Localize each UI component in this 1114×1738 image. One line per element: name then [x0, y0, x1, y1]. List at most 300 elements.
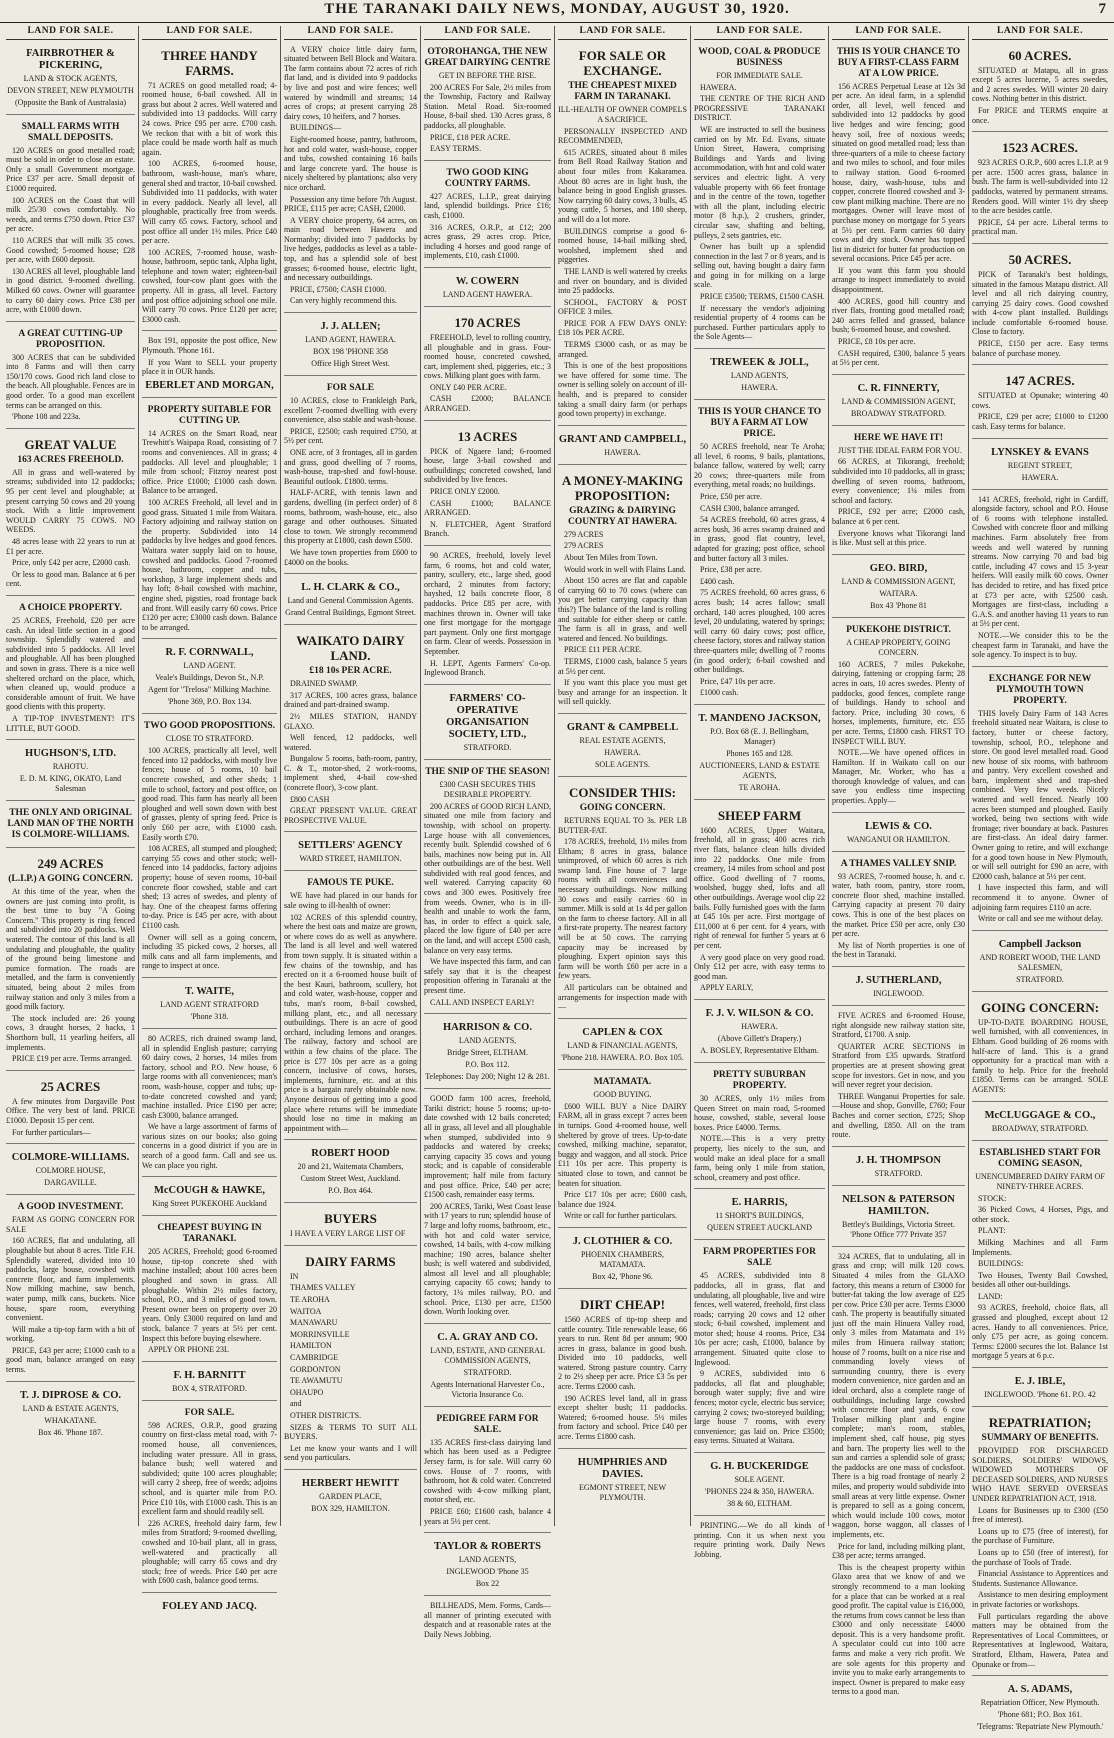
advertisement — [6, 743, 135, 801]
ad-body — [558, 816, 687, 1012]
agent-name: C. A. GRAY AND CO. — [437, 1331, 538, 1343]
ad-paragraph: GORDONTON — [290, 1364, 341, 1374]
ad-heading: PRETTY SUBURBAN PROPERTY. — [713, 1069, 806, 1091]
advertisement — [832, 429, 965, 555]
agent-address-line: P.O. Box 112. — [465, 1060, 510, 1070]
ad-paragraph: BILLHEADS, Mem. Forms, Cards—all manner of printing executed with despatch and at reasonable rates at the Daily News Jobbing. — [424, 1601, 551, 1639]
agent-address-line: 'Phone 218. HAWERA. P.O. Box 105. — [561, 1052, 684, 1062]
ad-paragraph: 598 ACRES, O.R.P., good grazing country on first-class metal road, with 7-roomed house, all conveniences, including water pressure. All in grass, balance bush; well watered and subdivided; quite 100 acres ploughable; will carry 2 sheep, free of weeds; adjoins school, and is quarter mile from P.O. Price £10 10s, with £1000 cash. This is an excellent farm and should readily sell. — [142, 1420, 277, 1517]
agent-address-line: Repatriation Officer, New Plymouth. — [980, 1698, 1100, 1708]
ad-paragraph: £600 WILL BUY a Nice DAIRY FARM, all in grass except 7 acres been in turnips. Good 4-roomed house, well sheltered by grove of trees. Up-to-date cowshed, milking machine, separator, buggy and waggon, and all stock. Price £11 10s per acre. This property is situated close to town, and cannot be beaten for situation. — [558, 1101, 687, 1188]
ad-paragraph: Price £17 10s per acre; £600 cash, balance due 1924. — [558, 1190, 687, 1209]
ad-headline: THREE HANDY FARMS. — [161, 47, 258, 78]
ad-heading: (L.I.P.) A GOING CONCERN. — [8, 874, 133, 885]
ad-headline: CONSIDER THIS: — [568, 784, 677, 800]
ad-paragraph: Box 191, opposite the post office, New Plymouth. 'Phone 161. — [142, 336, 277, 356]
ad-paragraph: 400 ACRES, good hill country and river flats, fronting good metalled road; 240 acres felled and grassed, balance bush; 6-roomed house, and cowshed. — [832, 296, 965, 335]
ad-paragraph: Price, £38 per acre. — [700, 565, 762, 575]
ad-paragraph: TERMS £3000 cash, or as may be arranged. — [558, 340, 687, 359]
agent-name: HERBERT HEWITT — [301, 1477, 400, 1489]
page-number: 7 — [1098, 1, 1106, 17]
agent-name: McCLUGGAGE & CO., — [984, 1109, 1096, 1121]
agent-address-line: Agents International Harvester Co., Victoria Insurance Co. — [430, 1379, 545, 1399]
ad-body — [558, 127, 687, 419]
advertisement — [832, 970, 965, 1006]
column-4 — [421, 26, 555, 1639]
advertisement — [6, 1074, 135, 1144]
ad-paragraph: 14 ACRES on the Smart Road, near Trewhitt's Waipapa Road, consisting of 7 rooms and conveniences. All in grass; 4 paddocks. All level and ploughable; 1 mile from school; Fitzroy nearest post office. Price £1000; £1000 cash down. Balance to be arranged. — [142, 428, 277, 496]
ad-paragraph: A TIP-TOP INVESTMENT! IT'S LITTLE, BUT GOOD. — [6, 713, 135, 733]
ad-body — [694, 1271, 825, 1446]
column-header: LAND FOR SALE. — [142, 26, 277, 40]
column-header: LAND FOR SALE. — [832, 26, 965, 40]
agent-address-line: DARGAVILLE. — [44, 1178, 97, 1188]
agent-address-line: HAWERA. — [1021, 472, 1059, 482]
ad-paragraph: PRICE £3500; TERMS, £1500 CASH. — [700, 292, 825, 302]
ad-subheading: GOOD BUYING. — [593, 1089, 652, 1099]
ad-paragraph: SITUATED at Opunake; wintering 40 cows. — [972, 391, 1108, 410]
agent-address-line: HAWERA. — [741, 1021, 778, 1031]
ad-paragraph: We have a large assortment of farms of various sizes on our books; also going concerns in a good district if you are in search of a good farm. Call and see us. We can place you right. — [142, 1122, 277, 1170]
ad-paragraph: DRAINED SWAMP. — [290, 679, 358, 689]
advertisement — [694, 803, 825, 1000]
agent-address-line: LAND & FINANCIAL AGENTS, — [567, 1040, 678, 1050]
ad-headline: 147 ACRES. — [1005, 373, 1075, 389]
column-header: LAND FOR SALE. — [424, 26, 551, 40]
ad-paragraph: OTHER DISTRICTS. — [290, 1411, 362, 1420]
agent-address-line: SOLE AGENT. — [734, 1475, 785, 1484]
ad-paragraph: My list of North properties is one of the best in Taranaki. — [832, 940, 965, 960]
agent-name: TREWEEK & JOLL, — [710, 357, 809, 369]
agent-address-line: STRATFORD. — [463, 742, 512, 752]
agent-address-line: BOX 4, STRATFORD. — [172, 1383, 247, 1393]
ad-headline: FOR SALE OR EXCHANGE. — [578, 47, 667, 78]
agent-address-line: TE AROHA. — [738, 782, 781, 792]
ad-heading: TWO GOOD PROPOSITIONS. — [143, 721, 276, 732]
ad-paragraph: Would work in well with Flains Land. — [564, 564, 686, 574]
agent-address-line: LAND AGENT STRATFORD — [160, 999, 259, 1009]
ad-paragraph: APPLY OR PHONE 23L — [148, 1345, 229, 1355]
advertisement — [558, 1231, 687, 1289]
ad-heading: MATAMATA. — [593, 1076, 652, 1087]
agent-name: HARRISON & CO. — [443, 1022, 532, 1034]
ad-paragraph: GREAT PRESENT VALUE. GREAT PROSPECTIVE VALUE. — [284, 806, 417, 825]
advertisement — [284, 874, 417, 1140]
advertisement — [832, 855, 965, 967]
ad-body — [424, 447, 551, 539]
ad-headline: 170 ACRES — [454, 314, 521, 330]
agent-address-line: QUEEN STREET AUCKLAND — [707, 1223, 812, 1233]
ad-paragraph: PRICE, £8 10s per acre. — [838, 337, 916, 347]
agent-name: R. F. CORNWALL, — [165, 647, 254, 659]
ad-paragraph: 10 ACRES, close to Frankleigh Park, excellent 7-roomed dwelling with every convenience, also stable and wash-house. — [284, 396, 417, 425]
ad-headline: 1523 ACRES. — [1002, 140, 1078, 156]
ad-paragraph: If you Want to SELL your property place it in OUR hands. — [142, 357, 277, 377]
ad-heading: A GOOD INVESTMENT. — [17, 1202, 124, 1213]
agent-address-line: 'Phone 318. — [190, 1011, 229, 1021]
agent-name: CAPLEN & COX — [582, 1026, 663, 1038]
ad-heading: HERE WE HAVE IT! — [853, 432, 944, 443]
advertisement — [694, 43, 825, 349]
ad-paragraph: GOOD farm 100 acres, freehold, Tariki district; house 5 rooms; up-to-date cowshed with 12 bails concreted; all in grass, all level and all ploughable when stumped, subdivided into 9 paddocks and watered by creeks; carrying capacity 35 cows and young stock; and is capable of considerable improvement; half mile from factory and post office. Price, £40 per acre; £1500 cash, remainder easy terms. — [424, 1094, 551, 1200]
ad-paragraph: The stock included are: 26 young cows, 3 draught horses, 2 hacks, 1 Shorthorn bull, 11 yearling heifers, all implements. — [6, 1013, 135, 1052]
ad-paragraph: 279 ACRES — [564, 529, 604, 539]
ad-heading: ESTABLISHED START FOR COMING SEASON, — [979, 1147, 1101, 1169]
advertisement — [284, 43, 417, 313]
agent-name: W. COWERN — [455, 275, 520, 287]
advertisement — [6, 325, 135, 429]
ad-paragraph: FARM AS GOING CONCERN FOR SALE — [6, 1215, 135, 1234]
advertisement — [558, 43, 687, 426]
ad-paragraph: 141 ACRES, freehold, right in Cardiff, alongside factory, school and P.O. House of 6 rooms with telephone installed. Cowshed with concrete floor and milking machines. Farm absolutely free from weeds and well watered by running streams. Now carrying 70 and bad big cattle, including 47 cows and 15 3-year heifers. Will easily milk 60 cows. Owner has decided to retire, and has fixed price at £73 per acre, with £2500 cash. Mortgages are first-class, including a G.A.S. and another having 11 years to run at 5½ per cent. — [972, 494, 1108, 629]
ad-subheading: FOR IMMEDIATE SALE. — [716, 70, 803, 80]
agent-address-line: EGMONT STREET, NEW PLYMOUTH. — [578, 1482, 667, 1502]
ad-paragraph: We have inspected this farm, and can safely say that it is the cheapest proposition offering in Taranaki at the present time. — [424, 957, 551, 995]
ad-subheading: ILL-HEALTH OF OWNER COMPELS A SACRIFICE. — [558, 104, 687, 124]
ad-paragraph: HAWERA. — [700, 82, 737, 92]
ad-body — [284, 679, 417, 825]
agent-name: E. J. IBLE, — [1014, 1376, 1066, 1388]
ad-paragraph: 324 ACRES, flat to undulating, all in grass and crop; will milk 120 cows. Situated 4 miles from the GLAXO factory, this means a return of £3000 for butter-fat taking the low average of £25 per cow. Price £30 per acre. Terms £3000 cash. The property is beautifully situated just off the main Hinuera Valley road, only 3 miles from Matamata and 1½ miles from Hinuera railway station; house of 7 rooms, built on a nice rise and commanding lovely views of surrounding country, there is every modern convenience, nice garden and an ideal orchard, also a complete range of outbuildings, including large cowshed with concrete floor and yards, 6 cow Trolaser milking plant and engine complete; man's room, stables, implement shed, calf house, pig styes and barn. The property lies well to the sun and carries a splendid sole of grass; the paddocks are one mass of cocksfoot. There is a big road frontage of nearly 2 miles, and property would subdivide into small areas at very little expense. Owner is prepared to sell as a going concern, which would include 100 cows, motor waggon, horse waggon, all classes of implements, etc. — [832, 1251, 965, 1539]
agent-address-line: WARD STREET, HAMILTON. — [299, 854, 402, 864]
ad-paragraph: Price, £50 per acre. — [700, 492, 762, 501]
advertisement — [972, 1144, 1108, 1369]
advertisement — [6, 1198, 135, 1382]
classified-columns — [3, 26, 1111, 1732]
advertisement — [694, 1066, 825, 1189]
advertisement — [424, 688, 551, 760]
ad-paragraph: Loans up to £75 (free of interest), for the purchase of Furniture. — [972, 1526, 1108, 1546]
agent-address-line: INGLEWOOD 'Phone 35 — [446, 1567, 529, 1577]
advertisement — [142, 1596, 277, 1618]
advertisement — [284, 628, 417, 832]
ad-paragraph: I HAVE A VERY LARGE LIST OF — [290, 1229, 406, 1239]
agent-address-line: STRATFORD. — [463, 1367, 512, 1377]
agent-address-line: 'Phone 369, P.O. Box 134. — [167, 697, 252, 707]
ad-heading: TWO GOOD KING COUNTRY FARMS. — [444, 167, 531, 189]
advertisement — [142, 43, 277, 332]
ad-heading: PUKEKOHE DISTRICT. — [846, 624, 951, 635]
ad-paragraph: MORRINSVILLE — [290, 1329, 350, 1339]
column-header: LAND FOR SALE. — [694, 26, 825, 40]
advertisement — [832, 816, 965, 852]
ad-paragraph: Well fenced, 12 paddocks, well watered. — [284, 733, 417, 752]
ad-paragraph: 75 ACRES freehold, 60 acres grass, 6 acres bush; 14 acres fallow; small orchard, 140 acres ploughed, 100 acres level, 20 undulating, watered by springs; will carry 60 dairy cows; post office, cheese factory, stores and railway station three-quarters mile; dwelling of 7 rooms (in good order); 6-bail cowshed and other buildings. — [694, 588, 825, 675]
ad-headline: 249 ACRES — [37, 856, 104, 872]
ad-paragraph: 100 ACRES on the Coast that will milk 25/30 cows comfortably. No weeds, and terms £750 down. Price £37 per acre. — [6, 195, 135, 234]
advertisement — [832, 1250, 965, 1703]
ad-paragraph: SITUATED at Matapu, all in grass except 5 acres lucerne, 5 acres swedes, and 2 acres swedes. Will winter 20 dairy cows. Nothing better in this district. — [972, 65, 1108, 104]
ad-paragraph: N. FLETCHER, Agent Stratford Branch. — [424, 519, 551, 539]
agent-name: NELSON & PATERSON HAMILTON. — [842, 1193, 955, 1217]
ad-paragraph: PRICE ONLY £2000. — [430, 487, 500, 497]
agent-address-line: LAND & COMMISSION AGENT, — [841, 396, 956, 406]
advertisement — [558, 429, 687, 465]
newspaper-title: THE TARANAKI DAILY NEWS, MONDAY, AUGUST 30, 1920. — [324, 1, 790, 17]
masthead — [0, 0, 1114, 23]
agent-name: J. J. ALLEN; — [320, 321, 381, 333]
ad-paragraph: and — [290, 1399, 302, 1409]
ad-paragraph: 2½ MILES STATION, HANDY GLAXO. — [284, 711, 417, 731]
agent-address-line: INGLEWOOD. — [873, 989, 924, 998]
ad-headline: GREAT VALUE — [24, 436, 117, 452]
ad-headline: 60 ACRES. — [1008, 47, 1072, 63]
ad-body — [6, 353, 135, 422]
ad-paragraph: At this time of the year, when the owners are just coming into profit, is the best time to buy "A Going Concern." This property is ring fenced and subdivided into 20 paddocks. Well watered. The contour of this land is all undulating and ploughable, the quality of the ground being limestone and pumice formation. The roads are metalled, and the farm is conveniently situated, being about 2 miles from railway station and only 3 miles from a good milk factory. — [6, 887, 135, 1012]
ad-paragraph: 190 ACRES level land, all in grass except shelter bush; 11 paddocks. Watered; 6-roomed house. 5½ miles from factory and school. Price £40 per acre. Terms £1800 cash. — [558, 1393, 687, 1442]
ad-heading: GOING CONCERN. — [579, 802, 666, 813]
ad-paragraph: NOTE.—We have opened offices in Hamilton. If in Waikato call on our Manager, Mr. Worker, who has a thorough knowledge of values, and can save you endless time inspecting properties. Apply— — [832, 748, 965, 806]
ad-paragraph: 50 ACRES freehold, near Te Aroha; all level, 6 rooms, 9 bails, plantations, balance fallow, watered by well; carry 20 cows; three-quarters mile from everything, metal roads; no buildings. — [694, 442, 825, 490]
ad-headline: SHEEP FARM — [717, 807, 802, 823]
ad-paragraph: About Ten Miles from Town. — [564, 553, 658, 562]
agent-address-line: BROADWAY, STRATFORD. — [991, 1123, 1089, 1133]
advertisement — [972, 670, 1108, 931]
ad-paragraph: Will make a tip-top farm with a bit of working. — [6, 1324, 135, 1344]
ad-paragraph: PRICE, £150 per acre. Easy terms balance of purchase money. — [972, 339, 1108, 358]
ad-body — [284, 891, 417, 1133]
advertisement — [142, 334, 277, 397]
ad-body — [558, 1315, 687, 1442]
agent-address-line: HAWERA. — [741, 383, 778, 393]
ad-paragraph: PRICE £60; £1600 cash, balance 4 years at 5½ per cent. — [424, 1507, 551, 1526]
ad-body — [6, 146, 135, 315]
ad-paragraph: 93 ACRES, freehold, choice flats, all grassed and ploughed, except about 12 acres. Handy to all conveniences. Price, only £75 per acre, as going concern. Terms: £2000 secures the lot. Balance 1st mortgage 5 years at 6 p.c. — [972, 1303, 1108, 1361]
agent-name: TAYLOR & ROBERTS — [434, 1541, 541, 1553]
ad-body — [284, 45, 417, 306]
ad-paragraph: TE AWAMUTU — [290, 1376, 343, 1386]
ad-paragraph: 1600 ACRES, Upper Waitara, freehold, all in grass; 400 acres rich river flats, balance clean hills divided into 22 paddocks. One mile from creamery, 14 miles from school and post office. Good dwelling of 7 rooms, woolshed, buggy shed, lofts and all other outbuildings. Average wool clip 22 bails. Fully furnished goes with the farm at £45 10s per acre. First mortgage of £11,000 at 6 per cent. for 4 years, with right of renewal for further 5 years at 6 per cent. — [694, 825, 825, 950]
ad-heading: EXCHANGE FOR NEW PLYMOUTH TOWN PROPERTY. — [988, 673, 1092, 706]
agent-name: A. S. ADAMS, — [1007, 1684, 1073, 1696]
agent-title: RAHOTU. — [52, 762, 89, 772]
ad-paragraph: 'Phone 108 and 223a. — [12, 412, 81, 422]
ad-headline: A MONEY-MAKING PROPOSITION: — [561, 472, 684, 503]
agent-address-line: AND ROBERT WOOD, THE LAND SALESMEN, — [979, 952, 1101, 972]
ad-paragraph: 200 ACRES For Sale, 2½ miles from the Township, Factory and Railway Station. Metal Road. Six-roomed House, 8-bail shed. 130 Acres grass, 8 paddocks, all ploughable. — [424, 82, 551, 130]
ad-paragraph: PICK of Ngaere land; 6-roomed house, large 3-bail cowshed and outbuildings; concreted cowshed, land subdivided by live fences. — [424, 446, 551, 485]
agent-name: FAIRBROTHER & PICKERING, — [26, 47, 115, 71]
column-8 — [969, 26, 1111, 1732]
ad-paragraph: 200 ACRES, Tariki, West Coast lease with 17 years to run; splendid house of 7 large and lofty rooms, bathroom, etc., with hot and cold water service, cowshed, 14 bails, with 4-cow milking machine; 190 acres, balance shelter bush; is well watered and subdivided, almost all level and all ploughable; carrying capacity 65 cows; handy to factory, 1¼ miles railway, P.O. and school. Price, £130 per acre, £1500 down. Worth looking over. — [424, 1201, 551, 1317]
advertisement — [832, 1189, 965, 1247]
advertisement — [694, 1519, 825, 1565]
agent-address-line: STRATFORD. — [874, 1168, 923, 1178]
ad-paragraph: Eight-roomed house, pantry, bathroom, hot and cold water, wash-house, copper and tubs, cowshed containing 16 bails and large concrete yard. The house is nicely sheltered by plantations; also very nice orchard. — [284, 134, 417, 192]
ad-paragraph: About 150 acres are flat and capable of carrying 60 to 70 cows (where can you get better carrying capacity than this?) The balance of the land is rolling and suitable for either sheep or cattle. The farm is all in grass, and well watered and fenced. No buildings. — [558, 576, 687, 643]
ad-paragraph: 71 ACRES on good metalled road; 4-roomed house, 6-bail cowshed. All in grass but about 2 acres. Well watered and subdivided into 13 paddocks. Will carry 24 cows. Price £95 per acre. £700 cash. We reckon that with a bit of work this place could be made worth half as much again. — [142, 80, 277, 157]
ad-paragraph: PRICE, £7500; CASH £1000. — [290, 284, 387, 294]
ad-paragraph: 54 ACRES freehold, 60 acres grass, 4 acres bush, 36 acres swamp drained and in grass, good flat country, level, adapted for grazing; post office, school and butter factory all 3 miles. — [694, 515, 825, 563]
agent-address-line: P.O. Box 464. — [328, 1186, 373, 1196]
ad-subheading: UNENCUMBERED DAIRY FARM OF NINETY-THREE ACRES. — [975, 1171, 1105, 1191]
ad-body — [972, 495, 1108, 660]
agent-address-line: HAWERA. — [604, 747, 641, 757]
ad-paragraph: UP-TO-DATE BOARDING HOUSE, well furnished, with all conveniences, in Eltham. Good building of 26 rooms with half-acre of land. This is a grand opportunity for a practical man with a family to help. Price for the freehold £1850. Terms can be arranged. SOLE AGENTS: — [972, 1017, 1108, 1094]
advertisement — [284, 1249, 417, 1470]
ad-paragraph: 178 ACRES, freehold, 1½ miles from Eltham; 8 acres in grass, balance unimproved, of which 60 acres is rich swamp land. Fine house of 7 large rooms with all conveniences and necessary outbuildings. Now milking 30 cows and easily carries 60 in summer. Milk is sold at 1s 4d per gallon on the farm to cheese factory. All in all a first-rate property. The nearest factory will be at 50 cows. The carrying capacity may be increased by ploughing. Expert opinion says this farm will be worth £60 per acre in a few years. — [558, 837, 687, 981]
advertisement — [972, 442, 1108, 490]
advertisement — [142, 981, 277, 1029]
ad-paragraph: 80 ACRES, rich drained swamp land, all in splendid English pasture; carrying 60 dairy cows, 2 horses, 14 miles from factory, school and P.O. New house, 6 large rooms with all conveniences; man's room, wash-house, copper and tubs; up-to-date concreted cowshed and yard; machine installed. Price £190 per acre; cash £3000, balance arranged. — [142, 1033, 277, 1120]
ad-headline: WAIKATO DAIRY LAND. — [296, 633, 405, 664]
ad-paragraph: THIS lovely Dairy Farm of 143 Acres freehold situated near Waitara, is close to factory, butter or cheese factory, township, school, P.O., telephone and store. On good level metalled road. Good new house of six rooms, with bathroom and pantry. Very excellent cowshed and barn, implement shed and trap-shed combined. Very few weeds. Nicely watered and well fenced. Nearly 100 acres been stumped and ploughed. Easily worked, being two sections with wide frontage; river boundary at back. Pastures are first-class. An ideal dairy farmer. Owner going to retire, and will exchange for a good town house in New Plymouth, or will sell outright for £90 an acre, with £2000 cash, balance at 5½ per cent. — [972, 708, 1108, 881]
ad-body — [284, 396, 417, 567]
agent-address-line: AUCTIONEERS, LAND & ESTATE AGENTS, — [699, 760, 820, 780]
ad-paragraph: 30 ACRES, only 1½ miles from Queen Street on main road, 5-roomed house, cowshed, stable, several loose boxes. Price £4000. Terms. — [694, 1093, 825, 1132]
agent-name: Campbell Jackson — [998, 938, 1082, 950]
agent-name: F. H. BARNITT — [173, 1369, 246, 1381]
agent-address-line: STRATFORD. — [1016, 974, 1064, 984]
advertisement — [284, 1206, 417, 1246]
ad-headline: BUYERS — [324, 1211, 377, 1227]
ad-paragraph: EASY TERMS. — [430, 144, 482, 154]
advertisement — [424, 1327, 551, 1407]
ad-paragraph: PROVIDED FOR DISCHARGED SOLDIERS, SOLDIERS' WIDOWS, WIDOWED MOTHERS OF DECEASED SOLDIERS, AND NURSES WHO HAVE SERVED OVERSEAS UNDER REPATRIATION ACT, 1918. — [972, 1446, 1108, 1503]
ad-paragraph: THE LAND is well watered by creeks and river on boundary, and is divided into 25 paddocks. — [558, 266, 687, 296]
ad-paragraph: LAND: — [978, 1291, 1003, 1301]
ad-paragraph: 160 ACRES, flat and undulating, all ploughable but about 8 acres. Title F.H. Splendidly watered, divided into 10 paddocks, large house, cowshed with concrete floor, and farm implements. Now milking machine, saw bench, water pump, milk cans, buckets. Nice house, spare room, everything convenient. — [6, 1236, 135, 1323]
ad-paragraph: 9 ACRES, subdivided into 6 paddocks, all flat and ploughable; borough water supply; five and wire fences; motor cycle, electric bus service; carrying 2 cows; two-storeyed building; large house 7 rooms, with every convenience; gas laid on. Price £3500; easy terms. Situated at Waitara. — [694, 1369, 825, 1446]
advertisement — [424, 1092, 551, 1324]
ad-body — [832, 446, 965, 548]
ad-headline: DAIRY FARMS — [305, 1253, 396, 1269]
agent-address-line: REGENT STREET, — [1007, 460, 1073, 470]
ad-body — [694, 826, 825, 993]
column-7 — [829, 26, 969, 1697]
ad-paragraph: 48 acres lease with 22 years to run at £1 per acre. — [6, 537, 135, 556]
ad-paragraph: This is one of the best propositions we have offered for some time. The owner is selling solely on account of ill-health, and is prepared to consider taking a small dairy farm (or perhaps good town property) in exchange. — [558, 361, 687, 419]
agent-address-line: Office High Street West. — [311, 359, 390, 369]
ad-body — [284, 1229, 417, 1239]
ad-paragraph: MANAWARU — [290, 1318, 338, 1328]
agent-title: LAND & STOCK AGENTS, — [23, 73, 118, 83]
ad-headline: 50 ACRES. — [1008, 251, 1072, 267]
ad-heading: FARM PROPERTIES FOR SALE — [703, 1247, 816, 1269]
advertisement — [694, 1243, 825, 1453]
agent-address-line: E. D. M. KING, OKATO, Land Salesman — [19, 774, 122, 794]
ad-heading: PROPERTY SUITABLE FOR CUTTING UP. — [147, 404, 272, 426]
ad-body — [424, 192, 551, 261]
ad-body — [972, 1194, 1108, 1362]
ad-paragraph: PRICE, £2500; cash required £750, at 5½ per cent. — [284, 426, 417, 446]
ad-heading: THE ONLY AND ORIGINAL LAND MAN OF THE NORTH IS COLMORE-WILLIAMS. — [7, 808, 134, 841]
advertisement — [424, 1599, 551, 1645]
agent-address-line: Custom Street West, Auckland. — [300, 1174, 401, 1184]
agent-address-line: (Above Gillett's Drapery.) — [717, 1033, 802, 1043]
ad-paragraph: ONE acre, of 3 frontages, all in garden and grass, good dwelling of 7 rooms, wash-house, trap-shed and fowl-house. Beautiful outlook. £1800. terms. — [284, 448, 417, 486]
ad-body — [424, 802, 551, 1007]
ad-paragraph: 120 ACRES on good metalled road; must be sold in order to close an estate. Only a small Government mortgage. Price £37 per acre. Small deposit of £1000 required. — [6, 145, 135, 193]
ad-paragraph: THREE Wanganui Properties for sale.—House and shop, Gonville, £760; Four Baches and corner section, £725; Shop and dwelling, £850. All on the tram route. — [832, 1091, 965, 1140]
advertisement — [284, 577, 417, 625]
ad-heading: 163 ACRES FREEHOLD. — [17, 454, 124, 465]
ad-paragraph: I have inspected this farm, and will recommend it to anyone. Owner of adjoining farm requires £110 an acre. — [972, 883, 1108, 912]
agent-name: T. J. DIPROSE & CO. — [19, 1389, 122, 1401]
advertisement — [972, 43, 1108, 133]
ad-paragraph: A VERY choice little dairy farm, situated between Bell Block and Waitara. The farm contains about 72 acres of rich flat land, and is divided into 9 paddocks by live and post and wire fences; well watered by windmill and streams; 14 acres of crops; at present carrying 28 dairy cows, 10 heifers, and 7 horses. — [284, 44, 417, 121]
advertisement — [284, 316, 417, 376]
ad-body — [142, 429, 277, 632]
ad-paragraph: Let me know your wants and I will send you particulars. — [284, 1443, 417, 1463]
advertisement — [284, 1143, 417, 1203]
ad-body — [424, 83, 551, 154]
ad-body — [832, 660, 965, 806]
ad-paragraph: NOTE.—We consider this to be the cheapest farm in Taranaki, and have the sole agency. To inspect is to buy. — [972, 630, 1108, 660]
ad-paragraph: 1560 ACRES of tip-top sheep and cattle country. Title renewable lease, 66 years to run. Rent 8d per annum; 900 acres in grass, balance in good bush. Divided into 10 paddocks, well watered. Strong pasture country. Carry 2 to 2½ sheep per acre. Price £3 5s per acre. Terms £2000 cash. — [558, 1314, 687, 1392]
agent-name: GEO. BIRD, — [869, 562, 928, 574]
agent-name: J. CLOTHIER & CO. — [572, 1235, 673, 1247]
ad-paragraph: 316 ACRES, O.R.P., at £12; 200 acres grass, 29 acres crop. Price, including 4 horses and good range of implements, £10, cash £1000. — [424, 222, 551, 261]
ad-paragraph: THAMES VALLEY — [290, 1283, 356, 1293]
ad-paragraph: IN — [290, 1271, 299, 1281]
ad-paragraph: HAMILTON — [290, 1341, 332, 1351]
agent-address-line: Box 42, 'Phone 96. — [592, 1271, 653, 1281]
ad-paragraph: PRICE, £18 PER ACRE. — [430, 132, 511, 142]
ad-heading: A GREAT CUTTING-UP PROPOSITION. — [18, 328, 123, 350]
ad-paragraph: Can very highly recommend this. — [290, 296, 397, 306]
ad-body — [972, 391, 1108, 431]
ad-paragraph: 110 ACRES that will milk 35 cows. Good cowshed; 5-roomed house; £28 per acre, with £600 deposit. — [6, 235, 135, 265]
ad-paragraph: 130 ACRES all level, ploughable land in good district. 9-roomed dwelling. Milked 60 cows. Owner will guarantee to carry 60 dairy cows. Price £38 per acre, with £1000 down. — [6, 266, 135, 315]
advertisement — [424, 271, 551, 307]
agent-address-line: LAND & COMMISSION AGENT, — [841, 576, 956, 586]
advertisement — [6, 118, 135, 322]
ad-body — [972, 270, 1108, 358]
ad-paragraph: CALL AND INSPECT EARLY! — [430, 997, 535, 1007]
advertisement — [972, 1371, 1108, 1407]
advertisement — [558, 468, 687, 714]
ad-paragraph: JUST THE IDEAL FARM FOR YOU. — [838, 445, 962, 455]
ad-heading: THIS IS YOUR CHANCE TO BUY A FARM AT LOW PRICE. — [697, 407, 822, 440]
ad-paragraph: CASH required, £300, balance 5 years at 5½ per cent. — [832, 348, 965, 368]
advertisement — [424, 43, 551, 161]
ad-heading: SUMMARY OF BENEFITS. — [981, 1433, 1099, 1444]
ad-paragraph: Full particulars regarding the above matters may be obtained from the Representatives of Local Committees, or Representatives at Inglewood, Waitara, Stratford, Eltham, Hawera, Patea and Opunake or from— — [972, 1611, 1108, 1669]
ad-paragraph: CAMBRIDGE — [290, 1353, 339, 1363]
advertisement — [972, 1105, 1108, 1141]
ad-paragraph: 226 ACRES, freehold dairy farm, few miles from Stratford; 9-roomed dwelling, cowshed and 10-bail plant, all in grass, well-watered and practically all ploughable; will carry 65 cows and dry stock; free of weeds. Price £40 per acre with £600 cash, balance good terms. — [142, 1518, 277, 1586]
ad-paragraph: 93 ACRES, 7-roomed house, h. and c. water, bath room, pantry, store room, concrete floor shed, machine installed. Carrying capacity at present 70 dairy cows. This is one of the best places on the market. Price £50 per acre, only £30 per acre. — [832, 871, 965, 939]
agent-name: E. HARRIS, — [731, 1197, 788, 1209]
ad-paragraph: Financial Assistance to Apprentices and Students. Sustenance Allowance. — [972, 1569, 1108, 1588]
column-header: LAND FOR SALE. — [6, 26, 135, 40]
ad-paragraph: PERSONALLY INSPECTED AND RECOMMENDED, — [558, 126, 687, 146]
ad-paragraph: 108 ACRES, all stumped and ploughed; carrying 55 cows and other stock; well-fenced into 14 paddocks, factory adjoins property; house of seven rooms, 10-bail concrete floor cowshed, stable and cart shed; 13 acres of swedes, and plenty of hay. One of the cheapest farms offering to-day. Price is £45 per acre, with about £1100 cash. — [142, 844, 277, 930]
column-header: LAND FOR SALE. — [972, 26, 1108, 40]
ad-paragraph: All in grass and well-watered by streams; subdivided into 12 paddocks; 95 per cent level and ploughable; at present carrying 50 cows and 20 young stock. With a little improvement WOULD CARRY 75 COWS. NO WEEDS. — [6, 467, 135, 535]
ad-paragraph: If you want this place you must get busy and arrange for an inspection. It will sell quickly. — [558, 678, 687, 707]
ad-heading: FOR SALE — [326, 383, 375, 394]
ad-paragraph: PRICE £19 per acre. Terms arranged. — [12, 1054, 132, 1064]
agent-address-line: 20 and 21, Waitemata Chambers, — [297, 1162, 404, 1172]
agent-address-line: WAITARA. — [879, 588, 918, 598]
ad-paragraph: Write or call and see me without delay. — [978, 914, 1103, 924]
agent-name: GRANT & CAMPBELL — [566, 721, 679, 733]
ad-paragraph: 317 ACRES, 100 acres grass, balance drained and part-drained swamp. — [284, 690, 417, 710]
ad-paragraph: BUILDINGS comprise a good 6-roomed house, 14-bail milking shed, woolshed, implement shed and piggeries. — [558, 226, 687, 265]
ad-body — [694, 1094, 825, 1182]
advertisement — [832, 43, 965, 375]
advertisement — [558, 1452, 687, 1509]
agent-address-line: Bridge Street, ELTHAM. — [446, 1048, 529, 1058]
ad-heading: CHEAPEST BUYING IN TARANAKI. — [157, 1223, 262, 1245]
ad-heading: GRAZING & DAIRYING COUNTRY AT HAWERA. — [567, 505, 678, 527]
ad-body — [424, 1094, 551, 1317]
ad-heading: A THAMES VALLEY SNIP. — [840, 858, 957, 869]
agent-address-line: DEVON STREET, NEW PLYMOUTH — [7, 85, 134, 95]
advertisement — [6, 43, 135, 115]
